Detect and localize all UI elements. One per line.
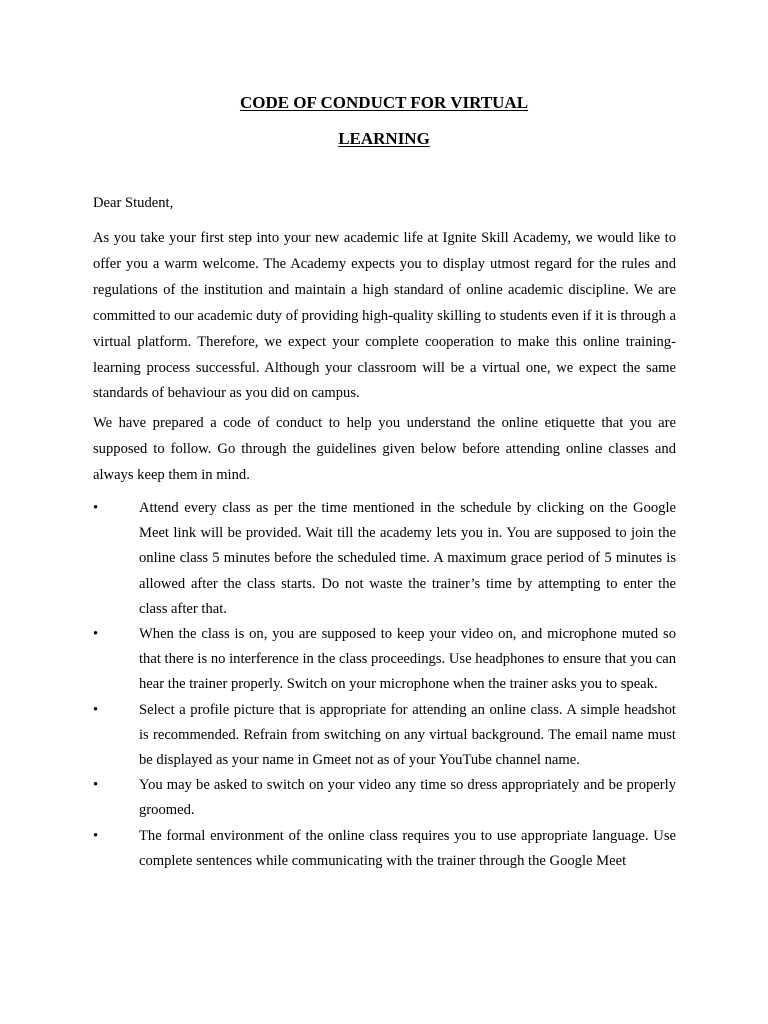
document-title-line-2: LEARNING	[338, 129, 430, 148]
guideline-item-dress-code	[93, 773, 676, 823]
guideline-text: Select a profile picture that is appropriate for attending an online class. A simple headshot is recommended. Refrain from switching on any virtual background. The email name must be displayed as your name in Gmeet not as of your YouTube channel name.	[139, 701, 676, 769]
guidelines-list	[93, 496, 676, 874]
guideline-item-profile-picture	[93, 698, 676, 774]
salutation: Dear Student,	[93, 195, 174, 211]
bullet-icon: •	[93, 500, 99, 516]
guideline-item-attendance	[93, 496, 676, 622]
bullet-icon: •	[93, 626, 99, 643]
guideline-text: Attend every class as per the time mentioned in the schedule by clicking on the Google Meet link will be provided. Wait till the academy lets you in. You are supposed to join the online class 5 minutes before the scheduled time. A maximum grace period of 5 minutes is allowed after the class starts. Do not waste the trainer’s time by attempting to enter the class after that.	[139, 500, 676, 617]
document-title-line-1: CODE OF CONDUCT FOR VIRTUAL	[239, 93, 529, 112]
welcome-paragraph: As you take your first step into your new academic life at Ignite Skill Academy, we would like to offer you a warm welcome. The Academy expects you to display utmost regard for the rules and regulations of the institution and maintain a high standard of online academic discipline. We are committed to our academic duty of providing high-quality skilling to students even if it is through a virtual platform. Therefore, we expect your complete cooperation to make this online training-learning process successful. Although your classroom will be a virtual one, we expect the same standards of behaviour as you did on campus.	[93, 230, 676, 402]
bullet-icon: •	[93, 777, 99, 794]
bullet-icon: •	[93, 827, 99, 844]
guideline-text: You may be asked to switch on your video any time so dress appropriately and be properly groomed.	[139, 777, 676, 819]
guideline-item-video-microphone	[93, 622, 676, 698]
guideline-text: The formal environment of the online class requires you to use appropriate language. Use complete sentences while communicating with the trainer through the Google Meet	[139, 827, 676, 869]
guideline-text: When the class is on, you are supposed to keep your video on, and microphone muted so that there is no interference in the class proceedings. Use headphones to ensure that you can hear the trainer properly. Switch on your microphone when the trainer asks you to speak.	[139, 626, 676, 693]
bullet-icon: •	[93, 701, 99, 718]
guideline-item-language	[93, 824, 676, 874]
guidelines-intro-paragraph: We have prepared a code of conduct to help you understand the online etiquette that you are supposed to follow. Go through the guidelines given below before attending online classes and always keep them in mind.	[93, 415, 676, 483]
